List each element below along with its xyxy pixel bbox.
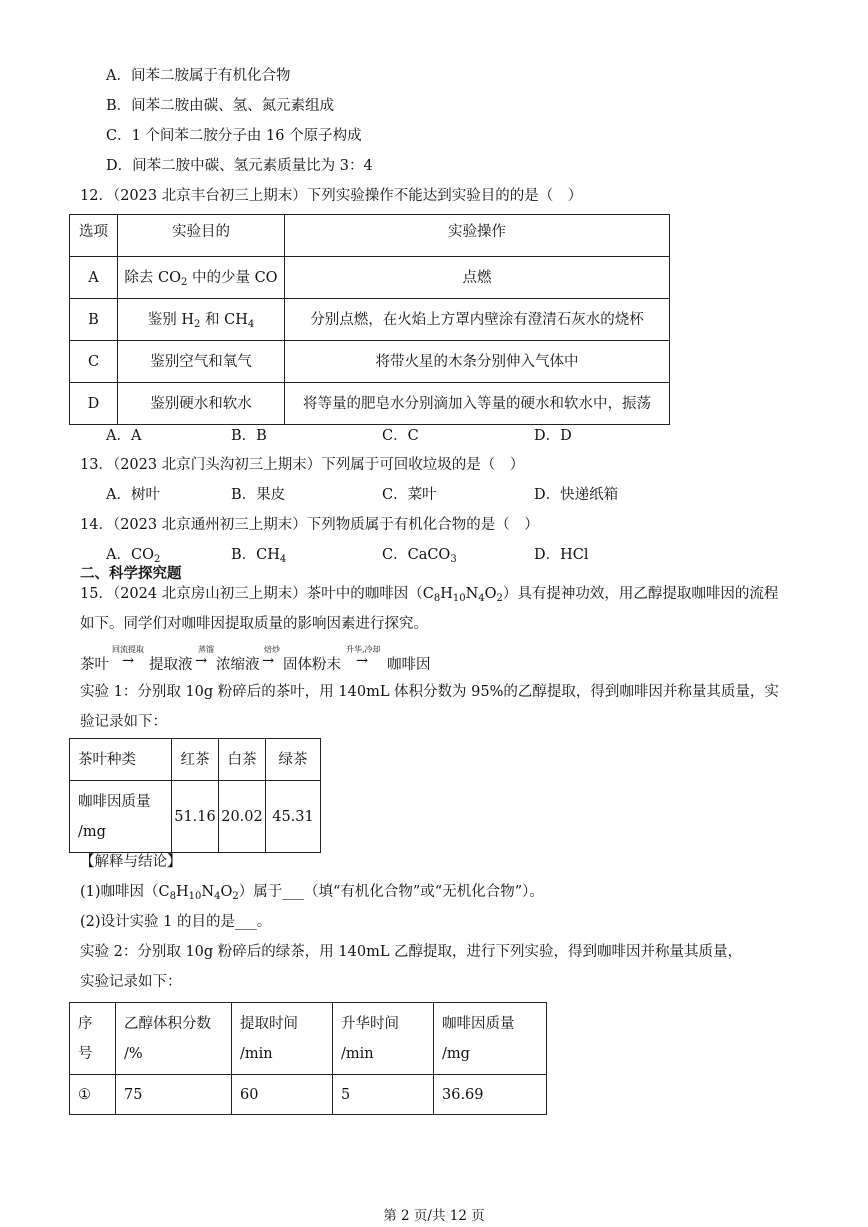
q14-stem: 14．（2023 北京通州初三上期末）下列物质属于有机化合物的是（ ） xyxy=(80,517,539,533)
q13-stem: 13．（2023 北京门头沟初三上期末）下列属于可回收垃圾的是（ ） xyxy=(80,457,525,473)
flow-step-extract: 提取液 xyxy=(149,657,193,673)
exp2-header-index: 序 号 xyxy=(70,1003,116,1075)
page-footer: 第 2 页/共 12 页 xyxy=(383,1208,485,1224)
table-row xyxy=(70,341,670,383)
table-row xyxy=(70,781,321,853)
flow-step-powder: 固体粉末 xyxy=(283,657,341,673)
exp2-line-1: 实验 2：分别取 10g 粉碎后的绿茶，用 140mL 乙醇提取，进行下列实验，得到咖啡因并称量其质量， xyxy=(80,944,743,960)
arrow-icon: → xyxy=(356,653,369,669)
table-row xyxy=(70,299,670,341)
q12-row-goal: 除去 $CO_2$ 中的少量 CO xyxy=(118,257,285,299)
flow-label-sublime: 升华,冷却 xyxy=(346,645,381,654)
section-title: 二、科学探究题 xyxy=(80,565,182,582)
sub-question-1: (1)咖啡因$(C_8H_{10}N_4O_2)$属于___（填“有机化合物”或“无机化合物”）。 xyxy=(80,884,544,902)
exp2-cell: 36.69 xyxy=(434,1075,547,1115)
q12-table xyxy=(69,214,670,425)
exp2-header-extract-time: 提取时间 /min xyxy=(232,1003,333,1075)
q12-row-operation: 将带火星的木条分别伸入气体中 xyxy=(285,341,670,383)
flow-label-distill: 蒸馏 xyxy=(198,645,214,654)
exp1-table xyxy=(69,738,321,853)
exp1-row-label: 咖啡因质量 /mg xyxy=(70,781,172,853)
q14-answer-b: B．$CH_4$ xyxy=(231,547,287,565)
q11-option-c: C．1 个间苯二胺分子由 16 个原子构成 xyxy=(106,128,362,144)
q12-row-operation: 点燃 xyxy=(285,257,670,299)
exp2-cell: ① xyxy=(70,1075,116,1115)
q12-row-option: A xyxy=(70,257,118,299)
q12-answer-a: A．A xyxy=(106,428,142,444)
q12-row-goal: 鉴别硬水和软水 xyxy=(118,383,285,425)
q13-answer-b: B．果皮 xyxy=(231,487,286,503)
q15-line-2: 如下。同学们对咖啡因提取质量的影响因素进行探究。 xyxy=(80,616,428,632)
exp1-value-white: 20.02 xyxy=(219,781,266,853)
exp1-value-green: 45.31 xyxy=(266,781,321,853)
q13-answer-a: A．树叶 xyxy=(106,487,160,503)
q11-option-a: A．间苯二胺属于有机化合物 xyxy=(106,68,291,84)
flow-step-tea: 茶叶 xyxy=(80,657,109,673)
q12-row-goal: 鉴别空气和氧气 xyxy=(118,341,285,383)
q12-answer-c: C．C xyxy=(382,428,419,444)
exp1-header-black: 红茶 xyxy=(172,739,219,781)
q12-header-goal: 实验目的 xyxy=(118,215,285,257)
q14-answer-d: D．HCl xyxy=(534,547,589,563)
exp2-header-sublime-time: 升华时间 /min xyxy=(333,1003,434,1075)
q12-row-option: B xyxy=(70,299,118,341)
exp2-header-mass: 咖啡因质量 /mg xyxy=(434,1003,547,1075)
q12-row-operation: 将等量的肥皂水分别滴加入等量的硬水和软水中，振荡 xyxy=(285,383,670,425)
q14-answer-a: A．$CO_2$ xyxy=(106,547,161,565)
q14-answer-c: C．CaCO$_3$ xyxy=(382,547,457,565)
q12-row-option: D xyxy=(70,383,118,425)
exp2-table xyxy=(69,1002,547,1115)
flow-label-reflux: 回流提取 xyxy=(112,645,144,654)
flow-label-roast: 焙炒 xyxy=(264,645,280,654)
exp1-value-black: 51.16 xyxy=(172,781,219,853)
q12-answer-d: D．D xyxy=(534,428,572,444)
exp1-header-white: 白茶 xyxy=(219,739,266,781)
exp2-header-ethanol: 乙醇体积分数 /% xyxy=(116,1003,232,1075)
conclusion-title: 【解释与结论】 xyxy=(80,854,182,870)
q12-row-goal: 鉴别 $H_2$ 和 $CH_4$ xyxy=(118,299,285,341)
arrow-icon: → xyxy=(262,653,275,669)
q11-option-d: D．间苯二胺中碳、氢元素质量比为 3：4 xyxy=(106,158,373,174)
q12-row-operation: 分别点燃，在火焰上方罩内壁涂有澄清石灰水的烧杯 xyxy=(285,299,670,341)
sub-question-2: (2)设计实验 1 的目的是___。 xyxy=(80,914,272,930)
flow-step-caffeine: 咖啡因 xyxy=(387,657,431,673)
q12-answer-b: B．B xyxy=(231,428,267,444)
q13-answer-d: D．快递纸箱 xyxy=(534,487,619,503)
table-row xyxy=(70,383,670,425)
exp2-cell: 75 xyxy=(116,1075,232,1115)
arrow-icon: → xyxy=(122,653,135,669)
exp1-line-1: 实验 1：分别取 10g 粉碎后的茶叶，用 140mL 体积分数为 95%的乙醇提取，得到咖啡因并称量其质量，实 xyxy=(80,684,779,700)
q12-row-option: C xyxy=(70,341,118,383)
q13-answer-c: C．菜叶 xyxy=(382,487,437,503)
exp2-line-2: 实验记录如下： xyxy=(80,974,182,990)
q12-stem: 12．（2023 北京丰台初三上期末）下列实验操作不能达到实验目的的是（ ） xyxy=(80,188,583,204)
exp1-header-type: 茶叶种类 xyxy=(70,739,172,781)
table-row xyxy=(70,1075,547,1115)
flow-step-concentrate: 浓缩液 xyxy=(216,657,260,673)
exp1-header-green: 绿茶 xyxy=(266,739,321,781)
q12-header-option: 选项 xyxy=(70,215,118,257)
q15-line-1: 15．（2024 北京房山初三上期末）茶叶中的咖啡因$(C_8H_{10}N_4O_2)$具有提神功效，用乙醇提取咖啡因的流程 xyxy=(80,586,779,604)
exp2-cell: 60 xyxy=(232,1075,333,1115)
exp2-cell: 5 xyxy=(333,1075,434,1115)
q12-header-operation: 实验操作 xyxy=(285,215,670,257)
arrow-icon: → xyxy=(195,653,208,669)
exp1-line-2: 验记录如下： xyxy=(80,714,167,730)
table-row xyxy=(70,257,670,299)
q11-option-b: B．间苯二胺由碳、氢、氮元素组成 xyxy=(106,98,335,114)
